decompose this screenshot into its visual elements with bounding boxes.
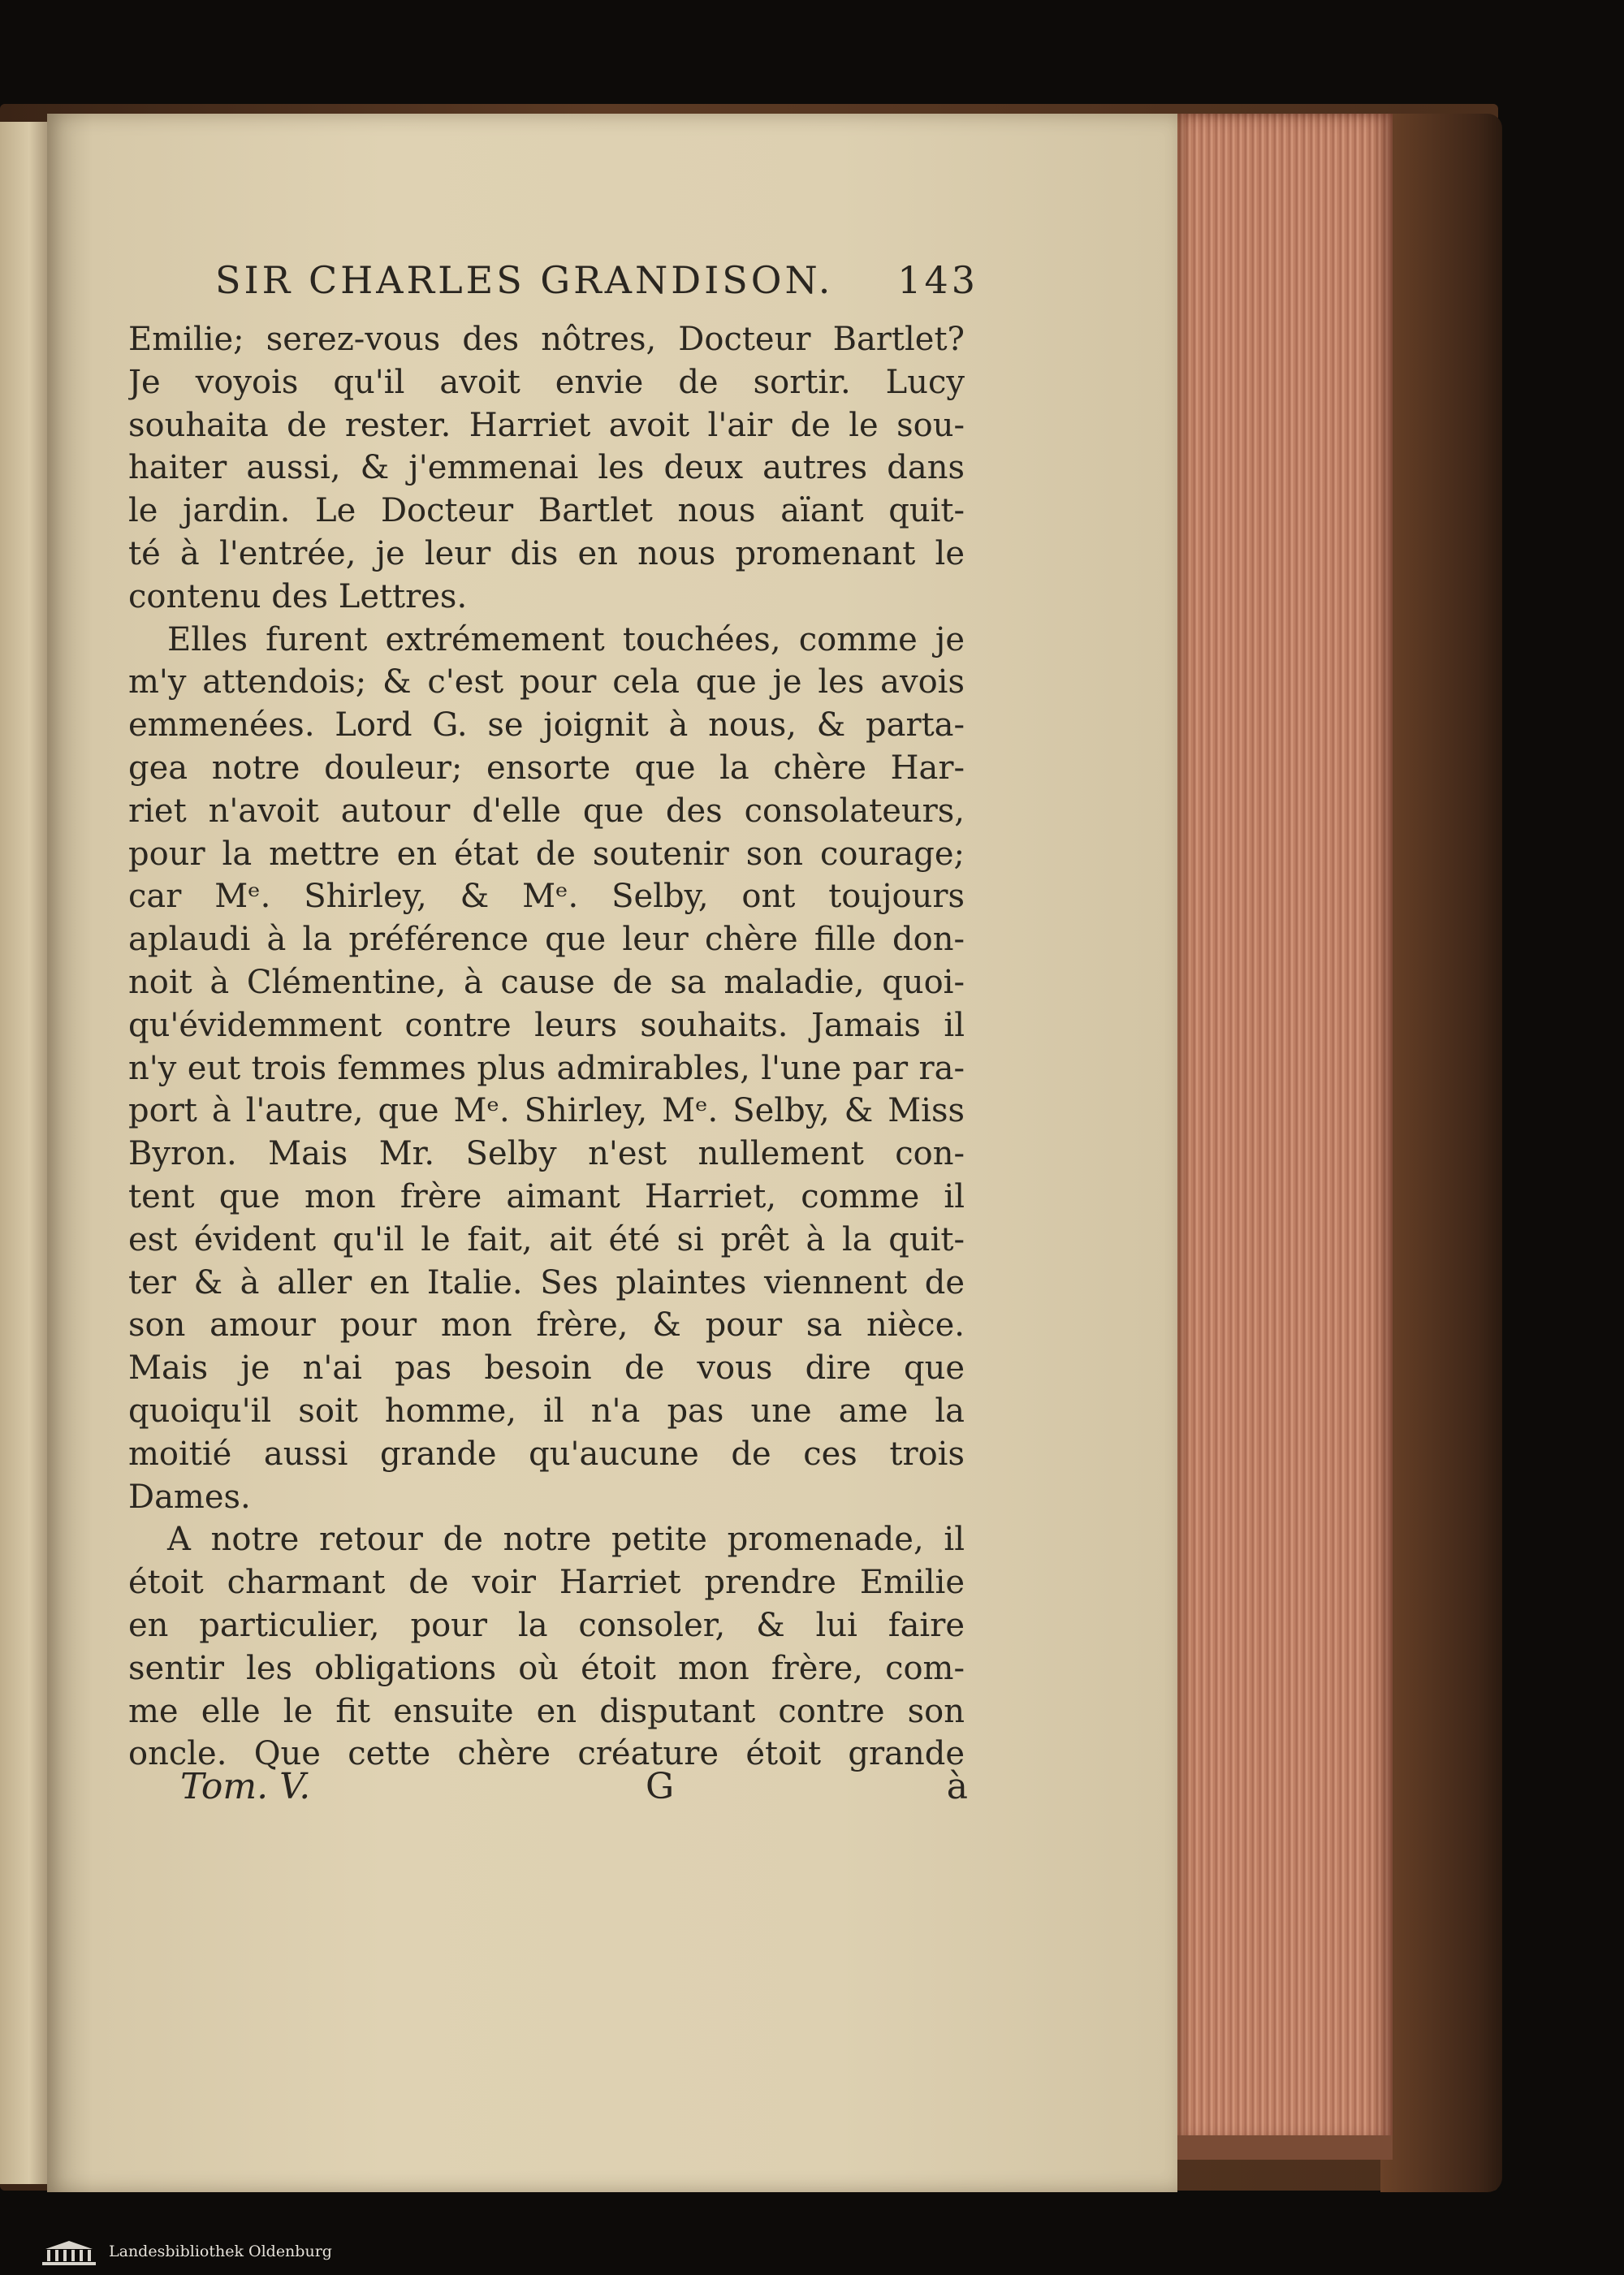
text-line: moitié aussi grande qu'aucune de ces trois [128,1435,965,1473]
text-line: me elle le fit ensuite en disputant contre son [128,1692,965,1730]
text-line: ter & à aller en Italie. Ses plaintes viennent de [128,1263,965,1302]
running-head [215,258,978,315]
catchword: à [946,1766,968,1807]
text-line: contenu des Lettres. [128,577,468,615]
text-line: tent que mon frère aimant Harriet, comme il [128,1177,965,1215]
volume-mark: Tom. V. [180,1766,311,1807]
text-line: sentir les obligations où étoit mon frère, com- [128,1649,965,1687]
text-line: Emilie; serez-vous des nôtres, Docteur Bartlet? [128,321,965,358]
text-line: m'y attendois; & c'est pour cela que je les avois [128,663,965,701]
text-line: gea notre douleur; ensorte que la chère Har- [128,749,965,787]
text-line: emmenées. Lord G. se joignit à nous, & parta- [128,706,965,745]
text-line: port à l'autre, que Mᵉ. Shirley, Mᵉ. Selby, & Miss [128,1092,965,1130]
text-line: étoit charmant de voir Harriet prendre Emilie [128,1564,965,1602]
text-line: son amour pour mon frère, & pour sa nièce. [128,1306,965,1345]
text-line: Dames. [128,1478,251,1516]
text-line: n'y eut trois femmes plus admirables, l'une par ra- [128,1049,965,1087]
text-line: aplaudi à la préférence que leur chère fille don- [128,921,965,959]
text-line: Mais je n'ai pas besoin de vous dire que [128,1349,965,1388]
text-line: Byron. Mais Mr. Selby n'est nullement con- [128,1135,965,1173]
text-line: Je voyois qu'il avoit envie de sortir. Lucy [128,363,965,401]
text-line: quoiqu'il soit homme, il n'a pas une ame la [128,1392,965,1430]
text-line: noit à Clémentine, à cause de sa maladie, quoi- [128,963,965,1001]
fore-edge-bottom [1177,2135,1393,2160]
text-line: haiter aussi, & j'emmenai les deux autres dans [128,449,965,487]
body-text [128,318,965,1776]
text-line: pour la mettre en état de soutenir son courage; [128,835,965,873]
text-line: est évident qu'il le fait, ait été si prêt à la quit- [128,1220,965,1258]
text-line: qu'évidemment contre leurs souhaits. Jamais il [128,1006,965,1044]
text-line: le jardin. Le Docteur Bartlet nous aïant quit- [128,492,965,530]
text-line: A notre retour de notre petite promenade, il [167,1521,965,1559]
page-fore-edge [1177,114,1393,2143]
page-number: 143 [897,258,978,302]
page-footer [180,1766,968,1815]
signature-mark: G [646,1766,675,1807]
left-page-edge [0,122,49,2184]
text-line: riet n'avoit autour d'elle que des consolateurs, [128,792,965,830]
text-line: car Mᵉ. Shirley, & Mᵉ. Selby, ont toujours [128,878,965,916]
running-title: SIR CHARLES GRANDISON. [215,258,834,302]
text-line: té à l'entrée, je leur dis en nous promenant le [128,534,965,572]
text-line: en particulier, pour la consoler, & lui faire [128,1606,965,1644]
text-line: Elles furent extrémement touchées, comme je [167,620,965,658]
library-name: Landesbibliothek Oldenburg [109,2243,332,2260]
book-cover-edge [1380,114,1502,2192]
text-line: souhaita de rester. Harriet avoit l'air de le sou- [128,406,965,444]
text-line: oncle. Que cette chère créature étoit grande [128,1735,965,1773]
library-logo-icon [41,2239,97,2267]
